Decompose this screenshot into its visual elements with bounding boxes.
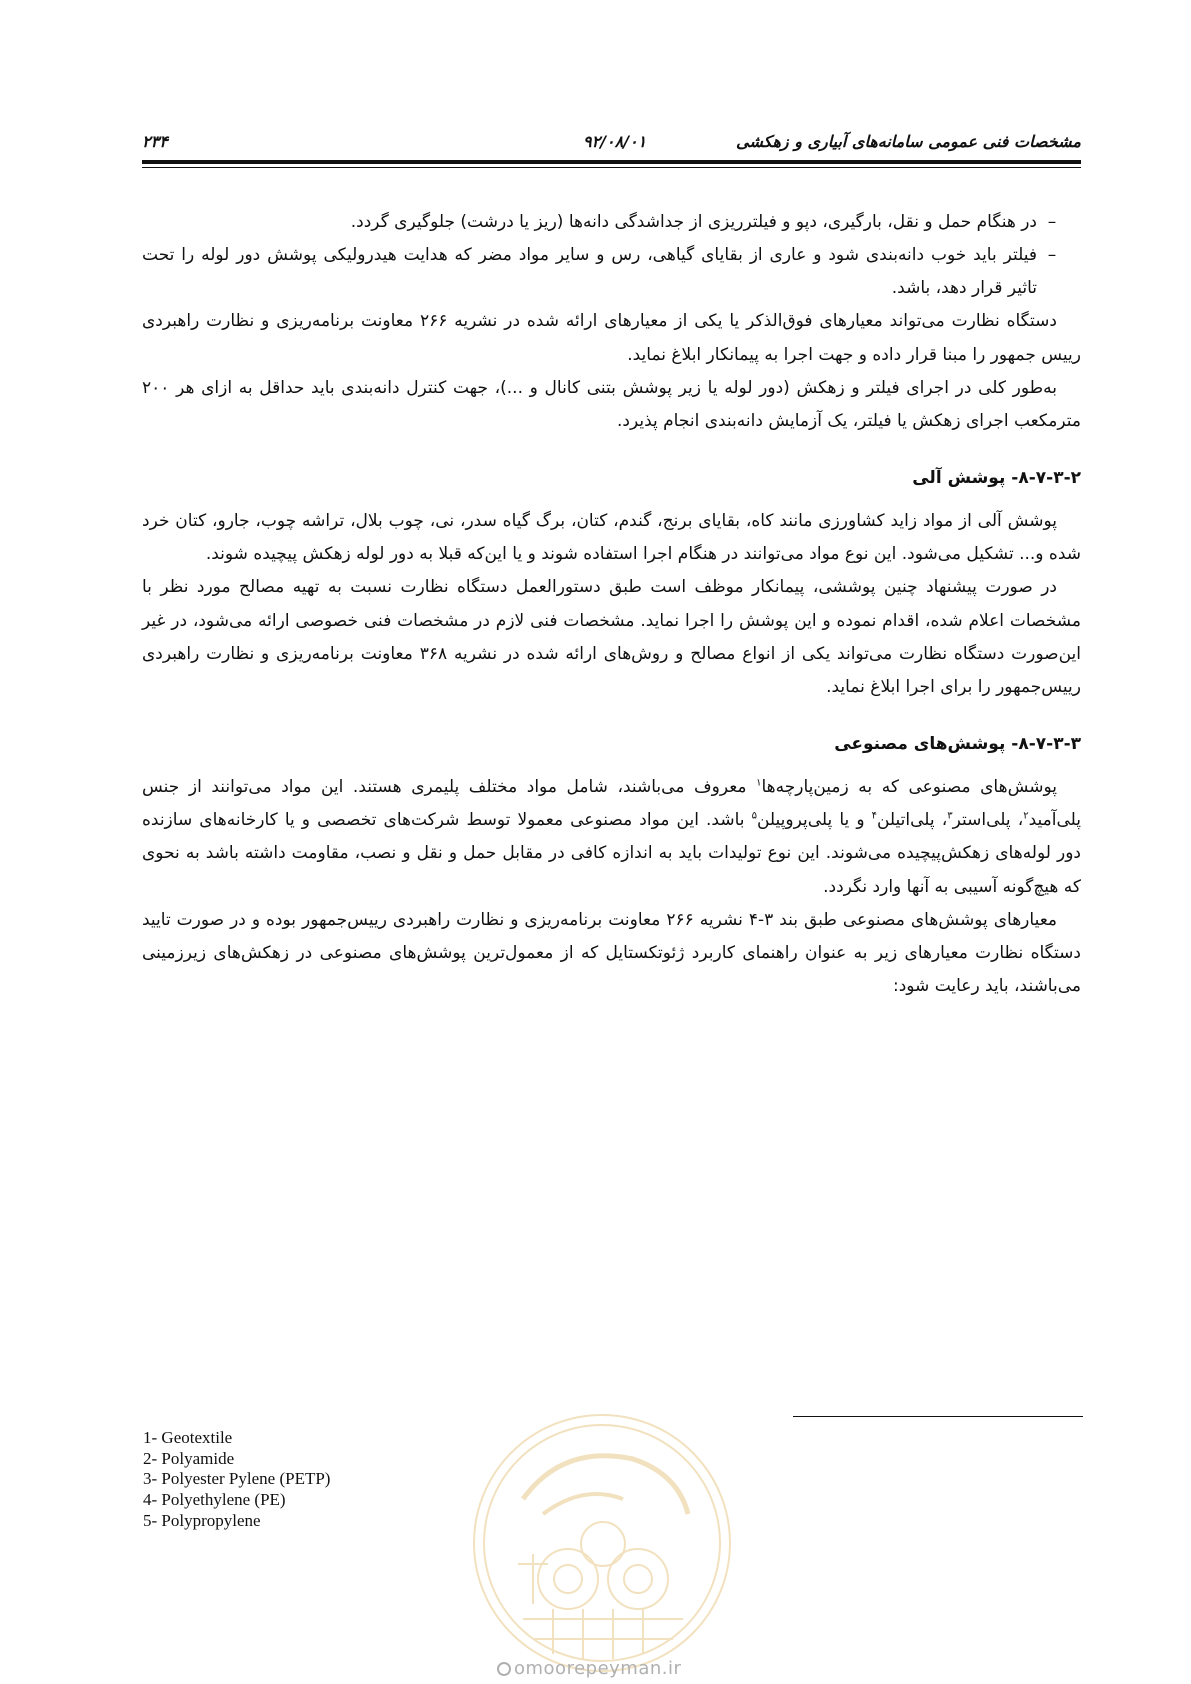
watermark-site-text: omoorepeyman.ir — [514, 1658, 682, 1679]
dash-mark: – — [1047, 212, 1057, 232]
bullet-text: فیلتر باید خوب دانه‌بندی شود و عاری از بقایای گیاهی، رس و سایر مواد مضر که هدایت هیدرولیکی پوشش دور لوله را تحت تاثیر قرار دهد، باشد. — [142, 245, 1037, 299]
paragraph-with-footnote-refs — [142, 771, 1081, 904]
footnote-ref: ۴ — [871, 810, 877, 822]
bullet-item — [142, 206, 1081, 239]
header-rule-thick — [142, 160, 1081, 164]
section-heading-organic: ۸-۷-۳-۲- پوشش آلی — [912, 467, 1081, 488]
watermark-site — [497, 1658, 681, 1679]
paragraph: دستگاه نظارت می‌تواند معیارهای فوق‌الذکر یا یکی از معیارهای ارائه شده در نشریه ۲۶۶ معاونت برنامه‌ریزی و نظارت راهبردی رییس جمهور را مبنا قرار داده و جهت اجرا به پیمانکار ابلاغ نماید. — [142, 311, 1081, 365]
at-icon — [497, 1662, 511, 1676]
section-heading-synthetic: ۸-۷-۳-۳- پوشش‌های مصنوعی — [834, 733, 1081, 754]
header-title: مشخصات فنی عمومی سامانه‌های آبیاری و زهکشی — [736, 132, 1081, 151]
paragraph: معیارهای پوشش‌های مصنوعی طبق بند ۳-۴ نشریه ۲۶۶ معاونت برنامه‌ریزی و نظارت راهبردی رییس‌جمهور بوده و در صورت تایید دستگاه نظارت معیارهای زیر به عنوان راهنمای کاربرد ژئوتکستایل که از معمول‌ترین پوشش‌های مصنوعی در زهکش‌های زیرزمینی می‌باشند، باید رعایت شود: — [142, 909, 1081, 996]
bullet-item — [142, 239, 1081, 305]
paragraph: به‌طور کلی در اجرای فیلتر و زهکش (دور لوله یا زیر پوشش بتنی کانال و ...)، جهت کنترل دانه‌بندی باید حداقل به ازای هر ۲۰۰ مترمکعب اجرای زهکش یا فیلتر، یک آزمایش دانه‌بندی انجام پذیرد. — [142, 377, 1081, 431]
dash-mark: – — [1047, 245, 1057, 266]
text-span: معروف می‌باشند، شامل مواد مختلف پلیمری هستند. این مواد می‌توانند از جنس پلی‌آمید — [142, 777, 1081, 831]
paragraph: پوشش آلی از مواد زاید کشاورزی مانند کاه، بقایای برنج، گندم، کتان، برگ گیاه سدر، نی، چوب بلال، تراشه چوب، جارو، کتان خرد شده و... تشکیل می‌شود. این نوع مواد می‌توانند در هنگام اجرا استفاده شوند و یا این‌که قبلا به دور لوله زهکش پیچیده شوند. — [142, 511, 1081, 565]
running-header — [142, 128, 1081, 156]
footnotes — [143, 1428, 330, 1532]
page-body — [142, 206, 1081, 1003]
footnote-item: 3- Polyester Pylene (PETP) — [143, 1469, 331, 1489]
footnote-item: 4- Polyethylene (PE) — [143, 1490, 286, 1510]
text-span: ، پلی‌استر — [952, 810, 1024, 831]
footnote-ref: ۵ — [751, 810, 757, 822]
text-span: باشد. این مواد مصنوعی معمولا توسط شرکت‌های تخصصی و یا کارخانه‌های سازنده دور لوله‌های زهکش‌پیچیده می‌شوند. این نوع تولیدات باید به اندازه کافی در مقابل حمل و نقل و نصب، مقاومت داشته باشد به نحوی که هیچ‌گونه آسیبی به آنها وارد نگردد. — [142, 810, 1081, 897]
text-span: پوشش‌های مصنوعی که به زمین‌پارچه‌ها — [761, 777, 1057, 798]
watermark-seal-icon — [463, 1404, 741, 1682]
footnote-rule — [793, 1416, 1083, 1417]
footnote-item: 5- Polypropylene — [143, 1510, 261, 1530]
footnote-item: 2- Polyamide — [143, 1448, 235, 1468]
text-span: و یا پلی‌پروپیلن — [756, 810, 872, 831]
header-rule-thin — [142, 167, 1081, 168]
footnote-item: 1- Geotextile — [143, 1428, 233, 1447]
bullet-text: در هنگام حمل و نقل، بارگیری، دپو و فیلترریزی از جداشدگی دانه‌ها (ریز یا درشت) جلوگیری گردد. — [350, 212, 1037, 232]
paragraph: در صورت پیشنهاد چنین پوششی، پیمانکار موظف است طبق دستورالعمل دستگاه نظارت نسبت به تهیه مصالح مورد نظر با مشخصات اعلام شده، اقدام نموده و این پوشش را اجرا نماید. مشخصات فنی لازم در مشخصات فنی خصوصی ارائه می‌شود، در غیر این‌صورت دستگاه نظارت می‌تواند یکی از انواع مصالح و روش‌های ارائه شده در نشریه ۳۶۸ معاونت برنامه‌ریزی و نظارت راهبردی رییس‌جمهور را برای اجرا ابلاغ نماید. — [142, 577, 1082, 697]
header-date: ۹۲/۰۸/۰۱ — [583, 132, 647, 151]
page-number: ۲۳۴ — [142, 132, 168, 151]
footnote-ref: ۱ — [756, 777, 762, 789]
footnote-ref: ۳ — [947, 810, 953, 822]
text-span: ، پلی‌اتیلن — [876, 810, 948, 831]
footnote-ref: ۲ — [1023, 810, 1029, 822]
